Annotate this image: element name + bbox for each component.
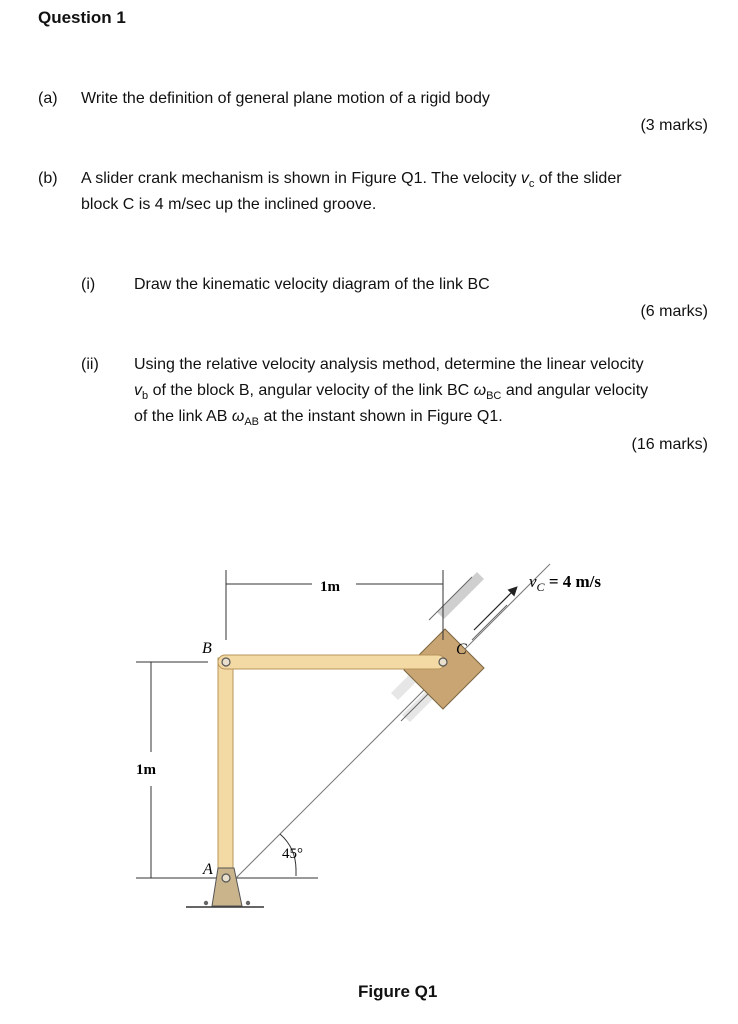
omega-ab-symbol: ω [231,408,245,425]
part-b-i-text: Draw the kinematic velocity diagram of the link BC [134,276,490,293]
point-a-label: A [203,861,213,878]
vb-symbol: v [134,382,142,399]
groove-wall-upper-right [472,605,507,640]
link-ab [218,658,233,878]
figure-caption: Figure Q1 [358,982,438,1001]
vc-label-v: v [529,572,537,591]
vc-arrow [474,588,516,630]
part-a-marks: (3 marks) [640,117,708,134]
vc-label-sub: C [536,580,545,594]
vc-subscript: c [528,178,535,191]
point-b-label: B [202,640,212,657]
pin-b [222,658,230,666]
dim-horizontal-label: 1m [320,579,340,595]
part-b-ii-line1: Using the relative velocity analysis method, determine the linear velocity [134,356,644,373]
vc-label [529,572,601,594]
part-b-line2: block C is 4 m/sec up the inclined groove. [81,196,377,213]
dim-vertical-label: 1m [136,762,156,778]
part-b-ii-label: (ii) [81,356,99,373]
pin-c [439,658,447,666]
vc-label-value: = 4 m/s [544,572,601,591]
part-a-text: Write the definition of general plane motion of a rigid body [81,90,490,107]
part-b-ii-line2-end: and angular velocity [501,382,649,399]
pin-a [222,874,230,882]
omega-bc-symbol: ω [473,382,487,399]
question-title: Question 1 [38,8,126,27]
part-b-line1-pre: A slider crank mechanism is shown in Figure Q1. The velocity [81,170,521,187]
vb-subscript: b [142,390,149,403]
groove-wall-upper [429,577,472,620]
part-b-ii-marks: (16 marks) [631,436,708,453]
omega-bc-subscript: BC [486,390,502,403]
part-b-label: (b) [38,170,58,187]
point-c-label: C [456,641,467,658]
groove-centerline [236,564,550,878]
groove-wall-upper-shade [437,572,484,619]
part-b-i-marks: (6 marks) [640,303,708,320]
part-b-ii-line3 [134,404,503,435]
angle-label: 45° [282,846,303,862]
part-b-ii-line3-pre: of the link AB [134,408,232,425]
figure-q1-diagram [0,540,738,940]
part-b-line1-post: of the slider [534,170,622,187]
part-b-ii-line3-end: at the instant shown in Figure Q1. [259,408,503,425]
bolt-right [246,901,250,905]
part-a-label: (a) [38,90,58,107]
link-bc [218,655,445,669]
part-b-i-label: (i) [81,276,96,293]
part-b-ii-line2-mid: of the block B, angular velocity of the link BC [148,382,474,399]
vc-symbol: v [520,170,529,187]
bolt-left [204,901,208,905]
omega-ab-subscript: AB [244,416,259,429]
